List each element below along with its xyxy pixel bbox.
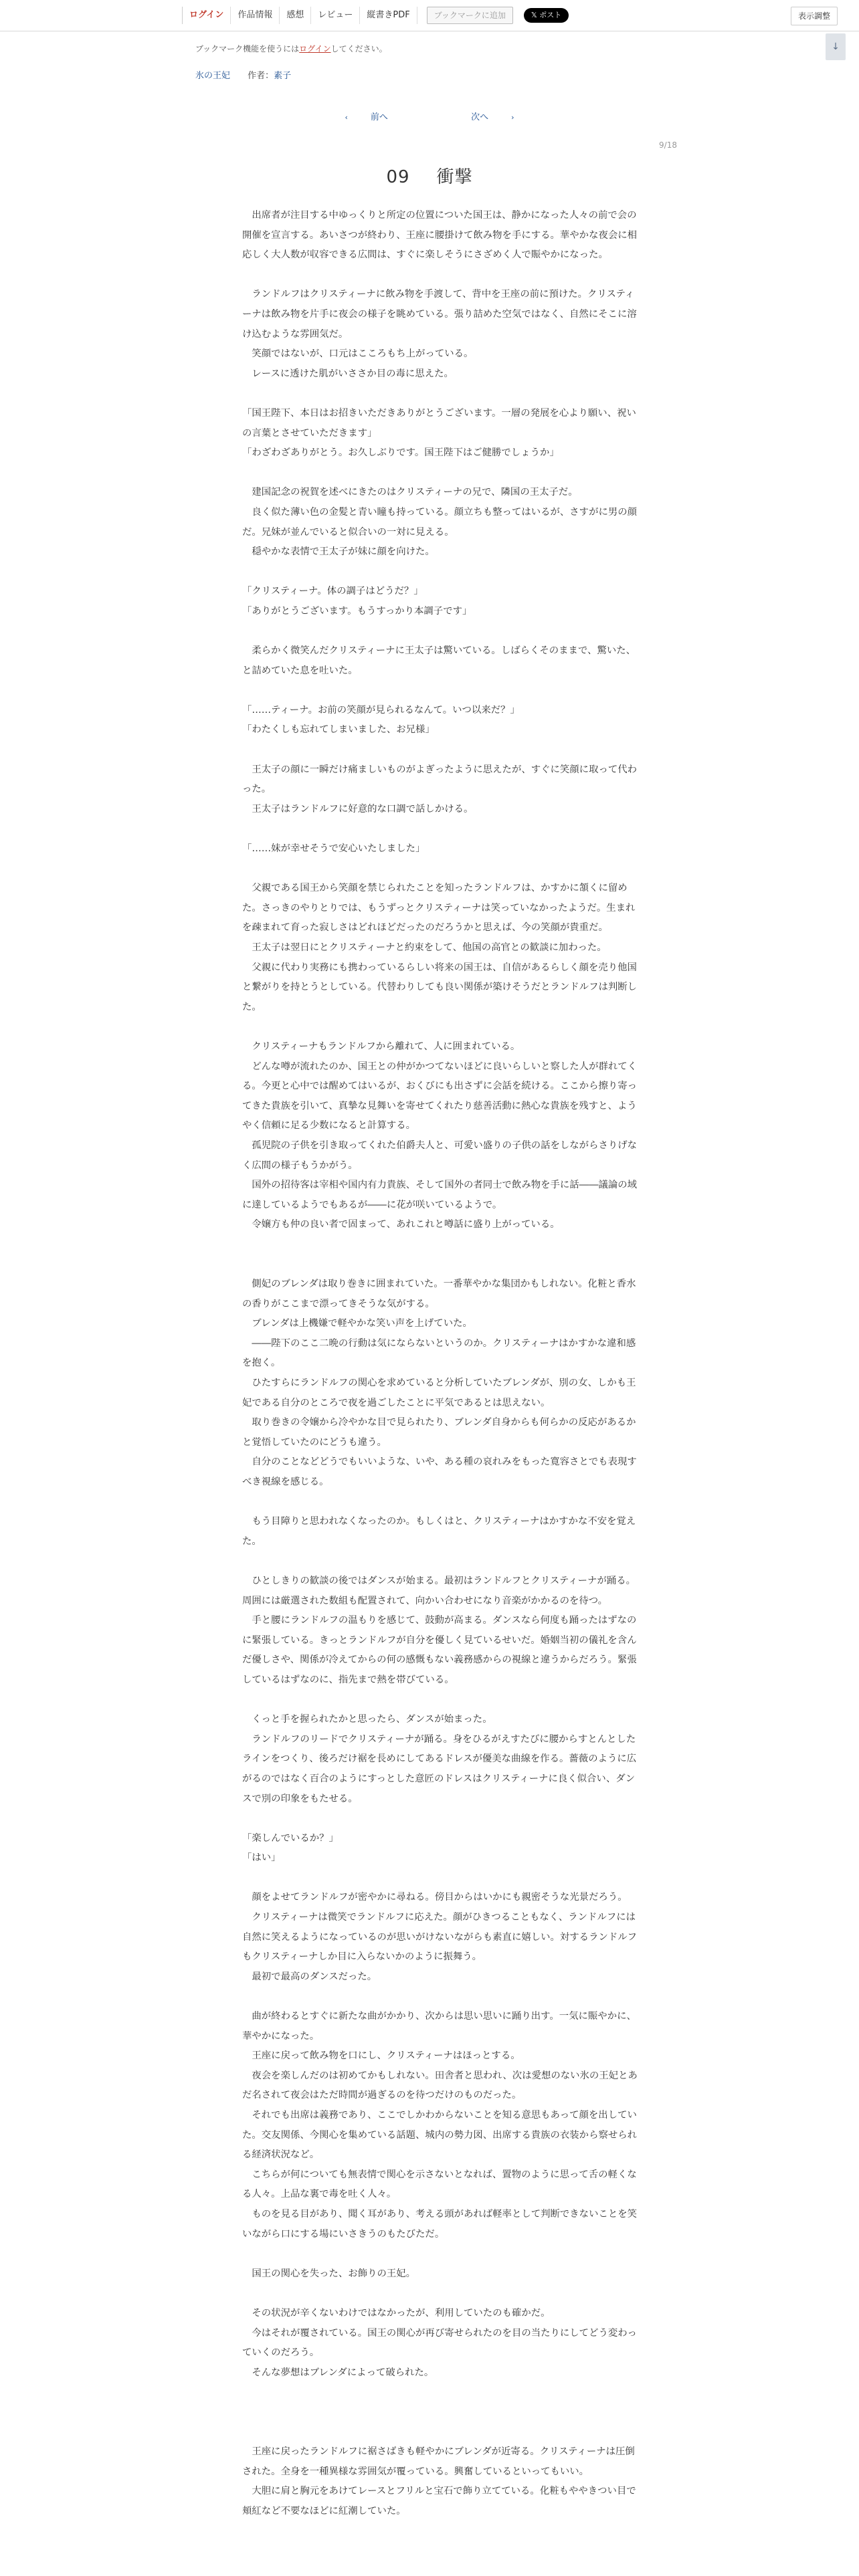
paragraph: ひとしきりの歓談の後ではダンスが始まる。最初はランドルフとクリスティーナが踊る。周囲には厳選された数組も配置されて、向かい合わせになり音楽がかかるのを待つ。 [242,1575,636,1606]
blank-line [242,1017,644,1037]
paragraph: ブレンダは上機嫌で軽やかな笑い声を上げていた。 [242,1318,472,1329]
paragraph: レースに透けた肌がいささか目の毒に思えた。 [242,368,454,379]
paragraph: 自分のことなどどうでもいいような、いや、ある種の哀れみをもった寛容さとでも表現すべき視線を感じる。 [242,1457,637,1487]
paragraph: クリスティーナは微笑でランドルフに応えた。顔がひきつることもなく、ランドルフには自然に笑えるようになっているのが思いがけないながらも素直に嬉しい。対するランドルフもクリスティーナしか目に入らないかのように振舞う。 [242,1912,638,1963]
paragraph: 「クリスティーナ。体の調子はどうだ？」 [242,586,423,597]
paragraph: こちらが何についても無表情で関心を示さないとなれば、置物のように思って舌の軽くなる人々。上品な裏で毒を吐く人々。 [242,2169,637,2200]
scroll-arrow-icon[interactable]: ↓ [826,33,846,60]
paragraph: 「楽しんでいるか？」 [242,1832,339,1844]
paragraph: 出席者が注目する中ゆっくりと所定の位置についた国王は、静かになった人々の前で会の開催を宣言する。あいさつが終わり、王座に腰掛けて飲み物を手にする。華やかな夜会に相応しく大人数が収容できる広間は、すぐに楽しそうにさざめく人で賑やかになった。 [242,210,638,261]
blank-line [242,562,644,582]
paragraph: 顔をよせてランドルフが密やかに尋ねる。傍目からはいかにも親密そうな光景だろう。 [242,1892,628,1903]
paragraph: ランドルフはクリスティーナに飲み物を手渡して、背中を王座の前に預けた。クリスティーナは飲み物を片手に夜会の様子を眺めている。張り詰めた空気ではなく、自然にそこに溶け込むような雰囲気だ。 [242,289,637,340]
blank-line [242,1691,644,1711]
paragraph: 側妃のブレンダは取り巻きに囲まれていた。一番華やかな集団かもしれない。化粧と香水の香りがここまで漂ってきそうな気がする。 [242,1279,636,1309]
notice-text-before: ブックマーク機能を使うには [195,44,300,53]
paragraph: クリスティーナもランドルフから離れて、人に囲まれている。 [242,1041,520,1052]
blank-line [242,681,644,701]
paragraph: 国王の関心を失った、お飾りの王妃。 [242,2268,416,2279]
blank-line [242,2423,644,2443]
novel-body [242,206,644,2521]
work-info-link[interactable]: 作品情報 [230,7,279,24]
paragraph: 「はい」 [242,1852,281,1864]
blank-line [242,2284,644,2304]
paragraph: ランドルフのリードでクリスティーナが踊る。身をひるがえすたびに腰からすとんとしたラインをつくり、後ろだけ裾を長めにしてあるドレスが優美な曲線を作る。薔薇のように広がるのではなく百合のようにすっとした意匠のドレスはクリスティーナに良く似合い、ダンスで別の印象をもたせる。 [242,1733,637,1804]
paragraph: ものを見る目があり、聞く耳があり、考える頭があれば軽率として判断できないことを笑いながら口にする場にいさきうのもたびただ。 [242,2208,638,2240]
display-settings-button[interactable]: 表示調整 [791,7,838,25]
blank-line [242,1868,644,1889]
chevron-left-icon: ‹ [345,113,348,122]
blank-line [242,1551,644,1572]
paragraph: 取り巻きの令嬢から冷やかな目で見られたり、ブレンダ自身からも何らかの反応があるかと覚悟していたのにどうも違う。 [242,1417,636,1448]
paragraph: 柔らかく微笑んだクリスティーナに王太子は驚いている。しばらくそのままで、驚いた、と詰めていた息を吐いた。 [242,645,636,676]
x-post-label: ポスト [539,11,562,19]
review-link[interactable]: レビュー [310,7,359,24]
blank-line [242,740,644,760]
page-counter: 9/18 [659,140,677,150]
blank-line [242,819,644,839]
bookmark-button[interactable]: ブックマークに追加 [427,7,513,24]
paragraph: 王座に戻って飲み物を口にし、クリスティーナはほっとする。 [242,2050,520,2062]
paragraph: くっと手を握られたかと思ったら、ダンスが始まった。 [242,1714,492,1725]
paragraph: 「わたくしも忘れてしまいました、お兄様」 [242,724,435,736]
blank-line [242,1987,644,2007]
paragraph: 最初で最高のダンスだった。 [242,1971,377,1982]
paragraph: 建国記念の祝賀を述べにきたのはクリスティーナの兄で、隣国の王太子だ。 [242,487,578,498]
chapter-title [0,163,859,188]
blank-line [242,859,644,879]
paragraph: 手と腰にランドルフの温もりを感じて、鼓動が高まる。ダンスなら何度も踊ったはずなのに緊張している。きっとランドルフが自分を優しく見ているせいだ。婚姻当初の儀礼を含んだ優しさや、関係が冷えてからの何の感慨もない義務感からの視線と違うからだろう。緊張しているはずなのに、指先まで熱を帯びている。 [242,1615,637,1685]
work-meta [195,68,291,81]
login-link[interactable]: ログイン [182,7,230,24]
paragraph: 「わざわざありがとう。お久しぶりです。国王陛下はご健勝でしょうか」 [242,447,559,459]
paragraph: 夜会を楽しんだのは初めてかもしれない。田舎者と思われ、次は愛想のない氷の王妃とあだ名されて夜会はただ時間が過ぎるのを待つだけのものだった。 [242,2070,638,2101]
notice-text-after: してください。 [330,44,387,53]
chevron-right-icon: › [511,113,514,122]
paragraph: 国外の招待客は宰相や国内有力貴族、そして国外の者同士で飲み物を手に話――議論の域に達しているようでもあるが――に花が咲いているようで。 [242,1180,638,1210]
series-title-link[interactable]: 氷の王妃 [195,71,231,81]
paragraph: もう目障りと思われなくなったのか。もしくはと、クリスティーナはかすかな不安を覚えた。 [242,1516,636,1547]
paragraph: 王太子はランドルフに好意的な口調で話しかける。 [242,803,474,815]
paragraph: 「ありがとうございます。もうすっかり本調子です」 [242,605,472,617]
prev-label: 前へ [370,112,388,122]
paragraph: 令嬢方も仲の良い者で固まって、あれこれと噂話に盛り上がっている。 [242,1219,560,1230]
paragraph: それでも出席は義務であり、ここでしかわからないことを知る意思もあって顔を出していた。交友関係、今関心を集めている話題、城内の勢力図、出席する貴族の衣装から察せられる経済状況など。 [242,2110,638,2161]
blank-line [242,2383,644,2403]
login-notice [195,43,387,54]
paragraph: 大胆に肩と胸元をあけてレースとフリルと宝石で飾り立てている。化粧もややきつい目で頬紅など不要なほどに紅潮していた。 [242,2486,636,2516]
paragraph: 穏やかな表情で王太子が妹に顔を向けた。 [242,546,435,558]
paragraph: 「……妹が幸せそうで安心いたしました」 [242,843,425,854]
chapter-number: 09 [386,167,410,187]
prev-chapter-link[interactable] [343,110,408,122]
paragraph: 「……ティーナ。お前の笑顔が見られるなんて。いつ以来だ？」 [242,704,520,716]
paragraph: 曲が終わるとすぐに新たな曲がかかり、次からは思い思いに踊り出す。一気に賑やかに、華やかになった。 [242,2011,636,2042]
paragraph: 王太子は翌日にとクリスティーナと約束をして、他国の高官との歓談に加わった。 [242,942,607,953]
paragraph: 笑顔ではないが、口元はこころもち上がっている。 [242,348,474,360]
top-navigation-bar [0,0,859,31]
blank-line [242,2244,644,2264]
author-link[interactable]: 素子 [274,71,292,81]
next-label: 次へ [471,112,489,122]
paragraph: 今はそれが覆されている。国王の関心が再び寄せられたのを目の当たりにしてどう変わっていくのだろう。 [242,2327,637,2359]
blank-line [242,463,644,484]
paragraph: 王座に戻ったランドルフに裾さばきも軽やかにブレンダが近寄る。クリスティーナは圧倒された。全身を一種異様な雰囲気が覆っている。興奮しているといってもいい。 [242,2446,635,2477]
paragraph: 王太子の顔に一瞬だけ痛ましいものがよぎったように思えたが、すぐに笑顔に取って代わった。 [242,764,638,795]
vertical-pdf-link[interactable]: 縦書きPDF [359,7,417,24]
blank-line [242,265,644,286]
blank-line [242,1235,644,1255]
blank-line [242,384,644,404]
blank-line [242,2403,644,2423]
paragraph: その状況が辛くないわけではなかったが、利用していたのも確かだ。 [242,2307,551,2319]
paragraph: ひたすらにランドルフの関心を求めていると分析していたブレンダが、別の女、しかも王妃である自分のところで夜を過ごしたことに平気であるとは思えない。 [242,1378,636,1408]
blank-line [242,1809,644,1829]
main-nav [182,7,569,24]
blank-line [242,1493,644,1513]
notice-login-link[interactable]: ログイン [299,44,331,53]
blank-line [242,621,644,641]
next-chapter-link[interactable] [451,110,516,122]
paragraph: ――陛下のここ二晩の行動は気にならないというのか。クリスティーナはかすかな違和感を抱く。 [242,1337,636,1369]
paragraph: 父親に代わり実務にも携わっているらしい将来の国王は、自信があるらしく顔を売り他国と繋がりを持とうとしている。代替わりしても良い関係が築けそうだとランドルフは判断した。 [242,962,638,1012]
paragraph: 「国王陛下、本日はお招きいただきありがとうございます。一層の発展を心より願い、祝いの言葉とさせていただきます」 [242,407,636,439]
impressions-link[interactable]: 感想 [279,7,310,24]
paragraph: 良く似た薄い色の金髪と青い瞳も持っている。顔立ちも整ってはいるが、さすがに男の顔だ。兄妹が並んでいると似合いの一対に見える。 [242,506,638,538]
chapter-name: 衝撃 [436,167,473,187]
paragraph: そんな夢想はブレンダによって破られた。 [242,2367,434,2378]
author-label: 作者： [248,71,274,81]
x-post-button[interactable]: 𝕏 ポスト [524,8,569,23]
paragraph: どんな噂が流れたのか、国王との仲がかつてないほどに良いらしいと察した人が群れてくる。今更と心中では醒めてはいるが、おくびにも出さずに会話を続ける。ここから擦り寄ってきた貴族を引いて、真摯な見舞いを寄せてくれたり慈善活動に熱心な貴族を残すと、ようやく信頼に足る少数になると計算する。 [242,1061,638,1132]
paragraph: 孤児院の子供を引き取ってくれた伯爵夫人と、可愛い盛りの子供の話をしながらさりげなく広間の様子もうかがう。 [242,1140,638,1171]
paragraph: 父親である国王から笑顔を禁じられたことを知ったランドルフは、かすかに頷くに留めた。さっきのやりとりでは、もうずっとクリスティーナは笑っていなかったようだ。生まれを疎まれて育った寂しさはどれほどだったのだろうかと思えば、今の笑顔が貴重だ。 [242,883,636,934]
chapter-pager [0,110,859,122]
blank-line [242,1255,644,1275]
